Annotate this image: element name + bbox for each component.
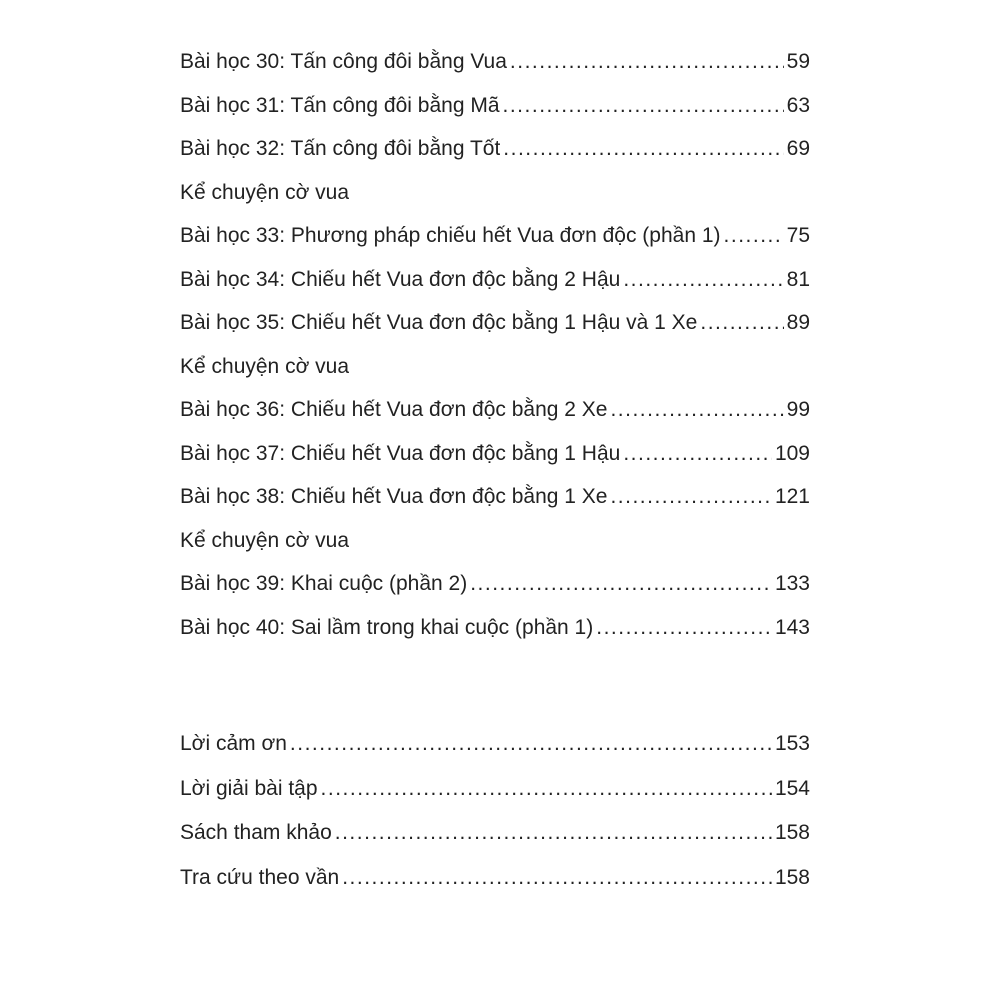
toc-entry-label: Kể chuyện cờ vua <box>180 528 350 552</box>
toc-entry-page: 121 <box>774 485 810 508</box>
toc-entry-page: 154 <box>774 776 810 800</box>
toc-entry <box>180 301 810 345</box>
toc-entry-label: Bài học 30: Tấn công đôi bằng Vua <box>180 50 507 73</box>
toc-entry <box>180 258 810 302</box>
dot-leader <box>596 606 772 650</box>
toc-entry-label: Bài học 35: Chiếu hết Vua đơn độc bằng 1 Hậu và 1 Xe <box>180 311 698 334</box>
toc-entry <box>180 127 810 171</box>
dot-leader <box>724 214 784 258</box>
toc-entry-page: 75 <box>786 224 810 247</box>
dot-leader <box>503 84 784 128</box>
toc-entry <box>180 475 810 519</box>
toc-entry-label: Bài học 34: Chiếu hết Vua đơn độc bằng 2 Hậu <box>180 267 621 291</box>
toc-entry <box>180 214 810 258</box>
dot-leader <box>623 432 772 476</box>
section-heading <box>180 345 810 389</box>
dot-leader <box>290 722 772 767</box>
toc-entry-page: 143 <box>774 615 810 639</box>
toc-entry-page: 158 <box>774 821 810 844</box>
toc-entry-label: Bài học 39: Khai cuộc (phần 2) <box>180 572 468 595</box>
toc-entry-label: Sách tham khảo <box>180 821 332 844</box>
toc-entry <box>180 562 810 606</box>
toc-entry-label: Bài học 38: Chiếu hết Vua đơn độc bằng 1 Xe <box>180 485 608 508</box>
dot-leader <box>700 301 783 345</box>
toc-entry <box>180 856 810 901</box>
dot-leader <box>321 767 772 812</box>
dot-leader <box>610 475 771 519</box>
toc-entry <box>180 767 810 812</box>
back-matter-list <box>180 722 810 900</box>
toc-entry-page: 99 <box>786 398 810 421</box>
toc-entry-page: 59 <box>786 50 810 73</box>
toc-entry-label: Kể chuyện cờ vua <box>180 180 350 204</box>
dot-leader <box>610 388 783 432</box>
toc-entry-label: Kể chuyện cờ vua <box>180 354 350 378</box>
dot-leader <box>623 258 783 302</box>
toc-entry-label: Bài học 40: Sai lầm trong khai cuộc (phần 1) <box>180 615 594 639</box>
toc-entry-page: 133 <box>774 572 810 595</box>
toc-entry-page: 63 <box>786 93 810 117</box>
toc-entry <box>180 388 810 432</box>
toc-entry-label: Bài học 36: Chiếu hết Vua đơn độc bằng 2 Xe <box>180 398 608 421</box>
toc-entry <box>180 40 810 84</box>
toc-entry-page: 69 <box>786 137 810 160</box>
toc-entry <box>180 84 810 128</box>
section-heading <box>180 171 810 215</box>
dot-leader <box>510 40 784 84</box>
toc-entry-label: Bài học 33: Phương pháp chiếu hết Vua đơn độc (phần 1) <box>180 224 721 247</box>
toc-entry-label: Bài học 37: Chiếu hết Vua đơn độc bằng 1 Hậu <box>180 441 621 465</box>
dot-leader <box>470 562 772 606</box>
toc-entry <box>180 811 810 856</box>
toc-entry-page: 158 <box>774 865 810 889</box>
toc-entry-label: Lời giải bài tập <box>180 776 318 800</box>
toc-entry <box>180 606 810 650</box>
toc-entry-label: Bài học 32: Tấn công đôi bằng Tốt <box>180 137 501 160</box>
toc-entry-label: Bài học 31: Tấn công đôi bằng Mã <box>180 93 500 117</box>
toc-entry-label: Tra cứu theo vần <box>180 865 340 889</box>
toc-entry-page: 153 <box>774 732 810 755</box>
section-heading <box>180 519 810 563</box>
toc-entry <box>180 722 810 767</box>
toc-list <box>180 40 810 649</box>
toc-entry-label: Lời cảm ơn <box>180 732 287 755</box>
toc-entry <box>180 432 810 476</box>
dot-leader <box>342 856 772 901</box>
toc-entry-page: 81 <box>786 267 810 291</box>
toc-entry-page: 109 <box>774 441 810 465</box>
dot-leader <box>503 127 783 171</box>
dot-leader <box>335 811 772 856</box>
toc-entry-page: 89 <box>786 311 810 334</box>
